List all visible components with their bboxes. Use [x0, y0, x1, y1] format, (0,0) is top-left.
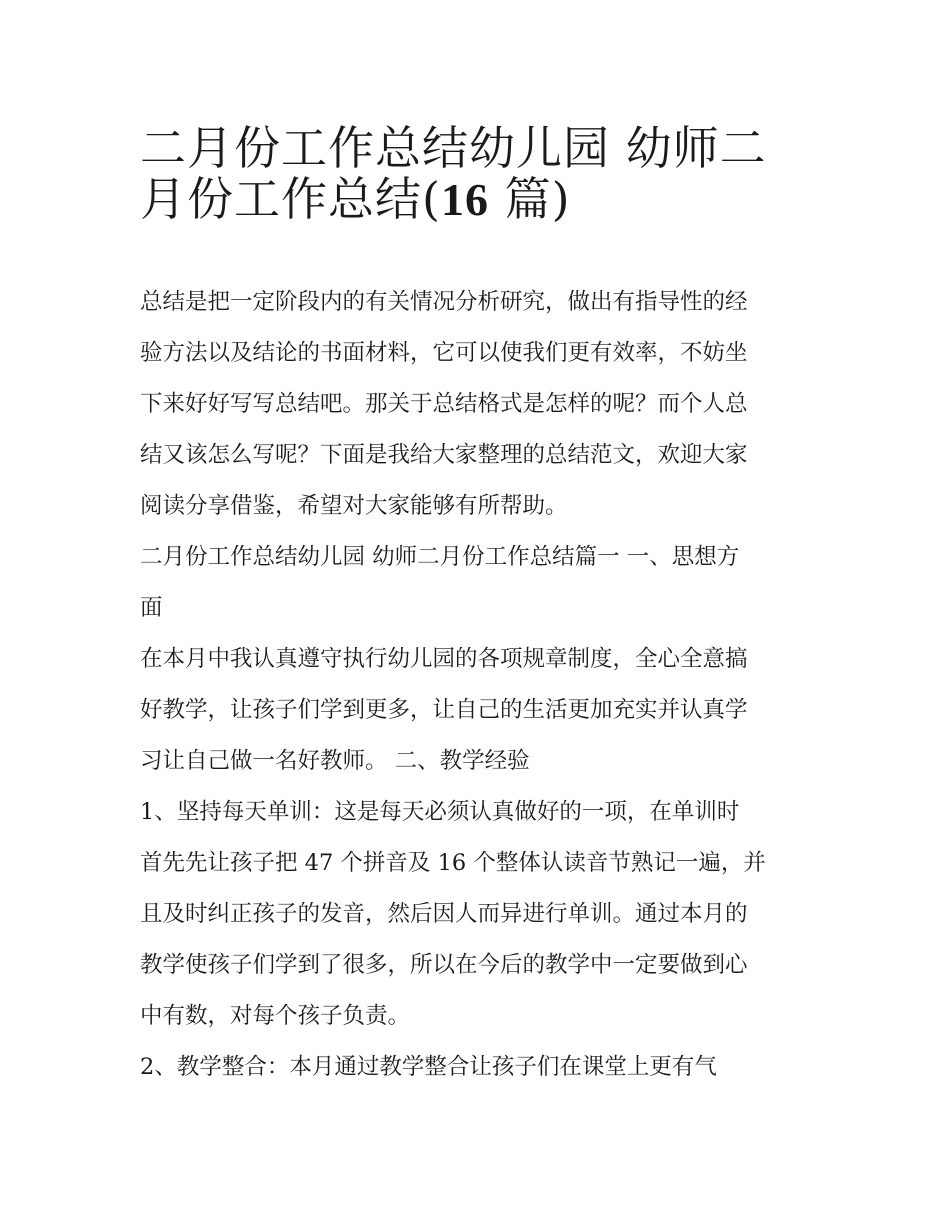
- body-line: 验方法以及结论的书面材料，它可以使我们更有效率，不妨坐: [140, 340, 748, 366]
- list-item-line: 教学使孩子们学到了很多，所以在今后的教学中一定要做到心: [140, 952, 748, 978]
- list-item-line: 1、坚持每天单训：这是每天必须认真做好的一项，在单训时: [140, 799, 740, 825]
- body-line: 结又该怎么写呢？下面是我给大家整理的总结范文，欢迎大家: [140, 442, 748, 468]
- title-line-1: 二月份工作总结幼儿园 幼师二: [140, 121, 767, 175]
- section-heading-line: 面: [140, 595, 163, 621]
- document-body: [140, 277, 812, 1093]
- body-line: 阅读分享借鉴，希望对大家能够有所帮助。: [140, 493, 568, 519]
- title-line-2-text-a: 月份工作总结(: [140, 172, 441, 226]
- list-item-line: 且及时纠正孩子的发音，然后因人而异进行单训。通过本月的: [140, 901, 748, 927]
- body-line: 总结是把一定阶段内的有关情况分析研究，做出有指导性的经: [140, 289, 748, 315]
- body-line: 习让自己做一名好教师。 二、教学经验: [140, 748, 530, 774]
- list-item-line: 中有数，对每个孩子负责。: [140, 1003, 411, 1029]
- body-line: 下来好好写写总结吧。那关于总结格式是怎样的呢？而个人总: [140, 391, 748, 417]
- body-line: 好教学，让孩子们学到更多，让自己的生活更加充实并认真学: [140, 697, 748, 723]
- title-line-2-text-b: 篇): [488, 172, 571, 226]
- title-line-2-number: 16: [440, 174, 489, 225]
- list-item-line: 2、教学整合：本月通过教学整合让孩子们在课堂上更有气: [140, 1054, 717, 1080]
- body-line: 在本月中我认真遵守执行幼儿园的各项规章制度，全心全意搞: [140, 646, 748, 672]
- list-item-line: 首先先让孩子把 47 个拼音及 16 个整体认读音节熟记一遍，并: [140, 850, 766, 876]
- section-heading-line: 二月份工作总结幼儿园 幼师二月份工作总结篇一 一、思想方: [140, 544, 740, 570]
- document-title: [140, 112, 810, 226]
